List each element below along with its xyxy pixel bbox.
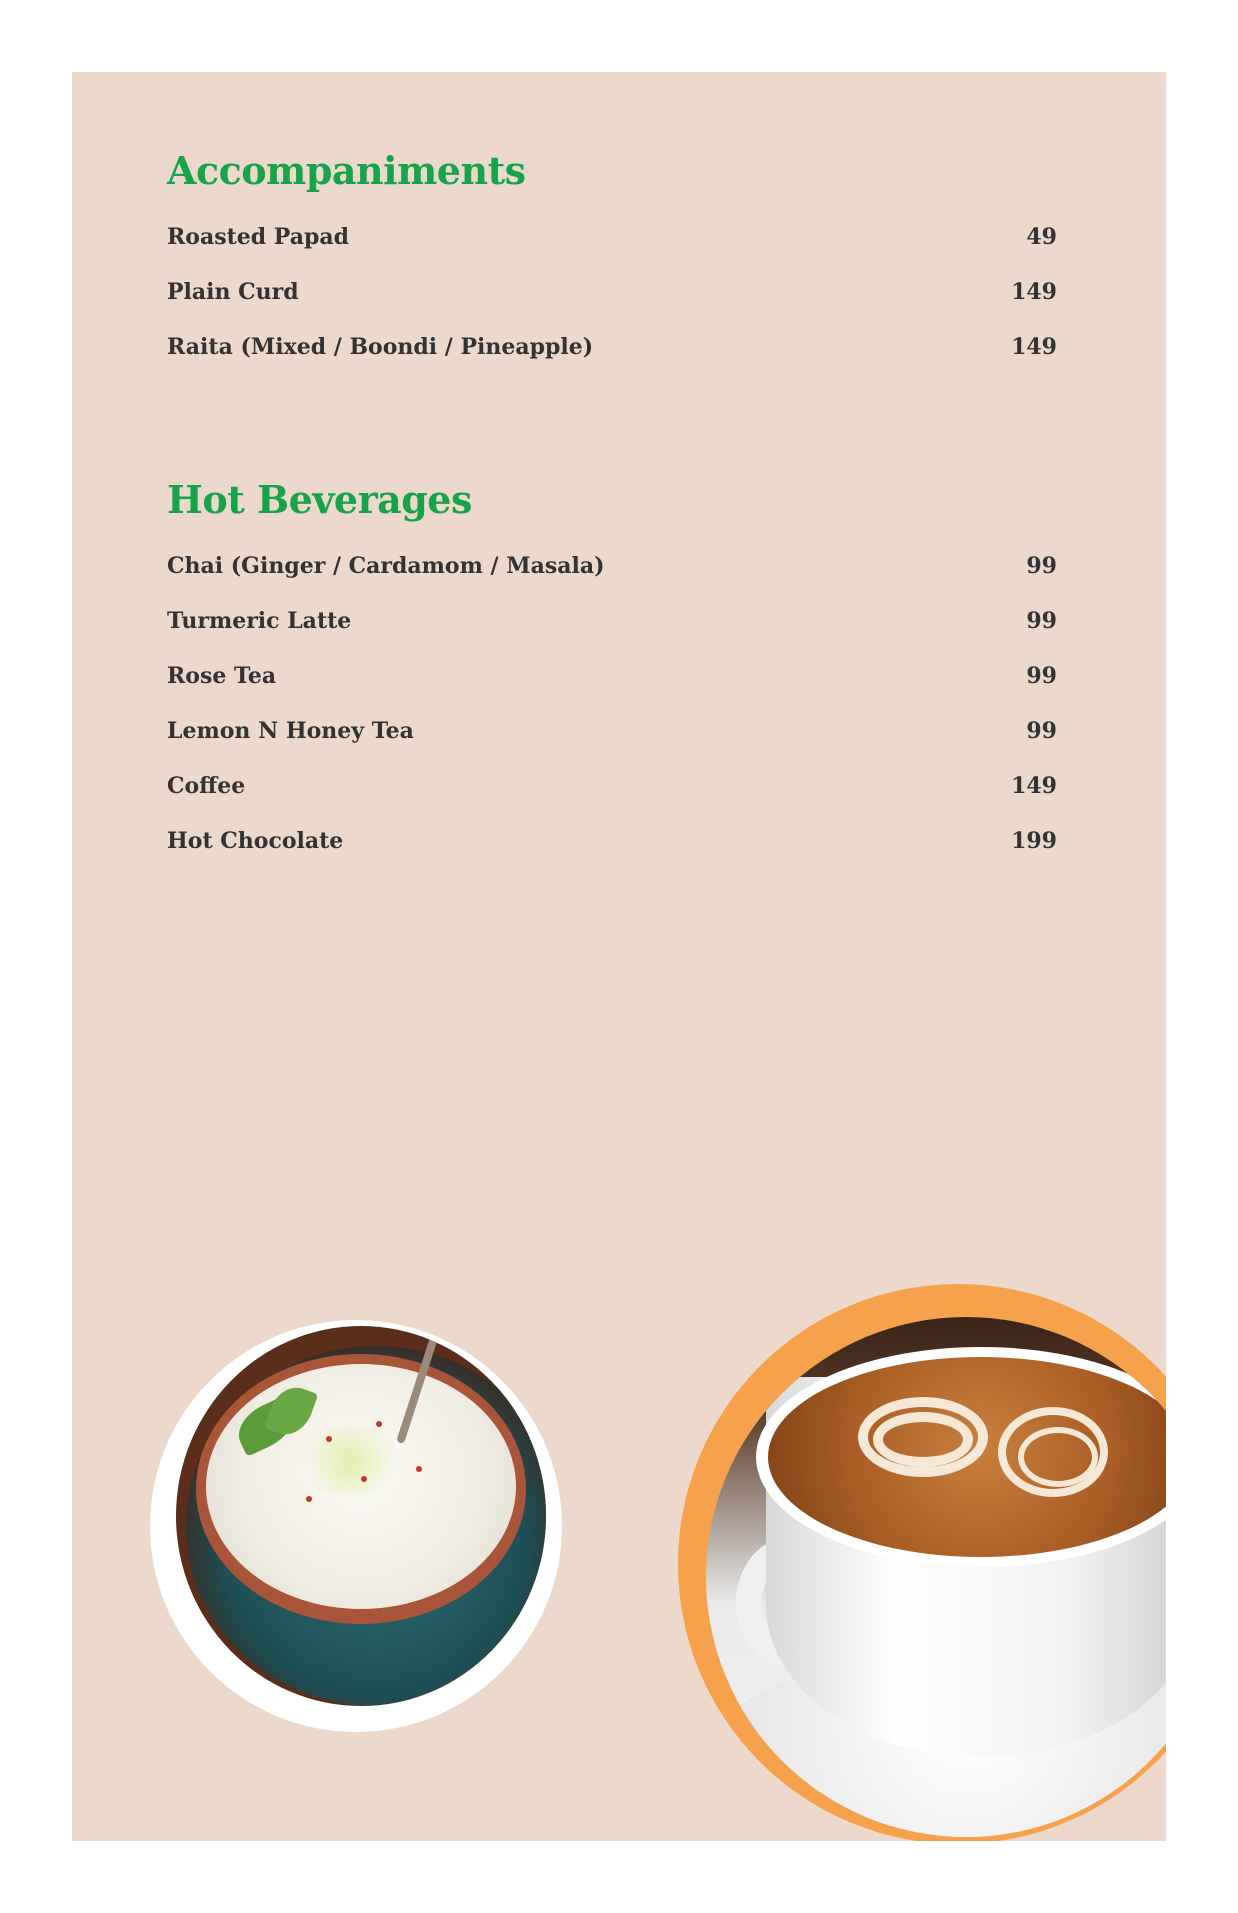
item-price: 99	[1026, 608, 1057, 635]
spice-dot	[306, 1496, 312, 1502]
menu-item	[167, 265, 1057, 320]
section-accompaniments	[167, 150, 1057, 375]
item-name: Roasted Papad	[167, 224, 350, 251]
latte-art	[873, 1412, 973, 1467]
item-price: 99	[1026, 718, 1057, 745]
item-name: Turmeric Latte	[167, 608, 352, 635]
raita-photo	[176, 1326, 546, 1706]
menu-item	[167, 594, 1057, 649]
menu-item	[167, 759, 1057, 814]
section-title: Hot Beverages	[167, 477, 472, 522]
item-name: Coffee	[167, 773, 246, 800]
spice-dot	[326, 1436, 332, 1442]
section-hot-beverages	[167, 479, 1057, 869]
menu-page	[72, 72, 1166, 1841]
item-name: Hot Chocolate	[167, 828, 344, 855]
coffee-photo	[706, 1317, 1166, 1837]
item-name: Plain Curd	[167, 279, 299, 306]
cucumber-garnish	[296, 1426, 406, 1496]
item-name: Chai (Ginger / Cardamom / Masala)	[167, 553, 605, 580]
item-name: Lemon N Honey Tea	[167, 718, 414, 745]
item-price: 149	[1011, 334, 1057, 361]
latte-art	[1018, 1427, 1098, 1487]
menu-item	[167, 704, 1057, 759]
item-name: Rose Tea	[167, 663, 277, 690]
item-price: 149	[1011, 279, 1057, 306]
item-price: 49	[1026, 224, 1057, 251]
spice-dot	[361, 1476, 367, 1482]
section-title: Accompaniments	[167, 148, 526, 193]
item-name: Raita (Mixed / Boondi / Pineapple)	[167, 334, 594, 361]
menu-item	[167, 649, 1057, 704]
item-price: 149	[1011, 773, 1057, 800]
menu-item	[167, 210, 1057, 265]
item-price: 199	[1011, 828, 1057, 855]
menu-item	[167, 814, 1057, 869]
item-price: 99	[1026, 553, 1057, 580]
menu-item	[167, 320, 1057, 375]
spice-dot	[376, 1421, 382, 1427]
menu-item	[167, 539, 1057, 594]
spice-dot	[416, 1466, 422, 1472]
item-price: 99	[1026, 663, 1057, 690]
